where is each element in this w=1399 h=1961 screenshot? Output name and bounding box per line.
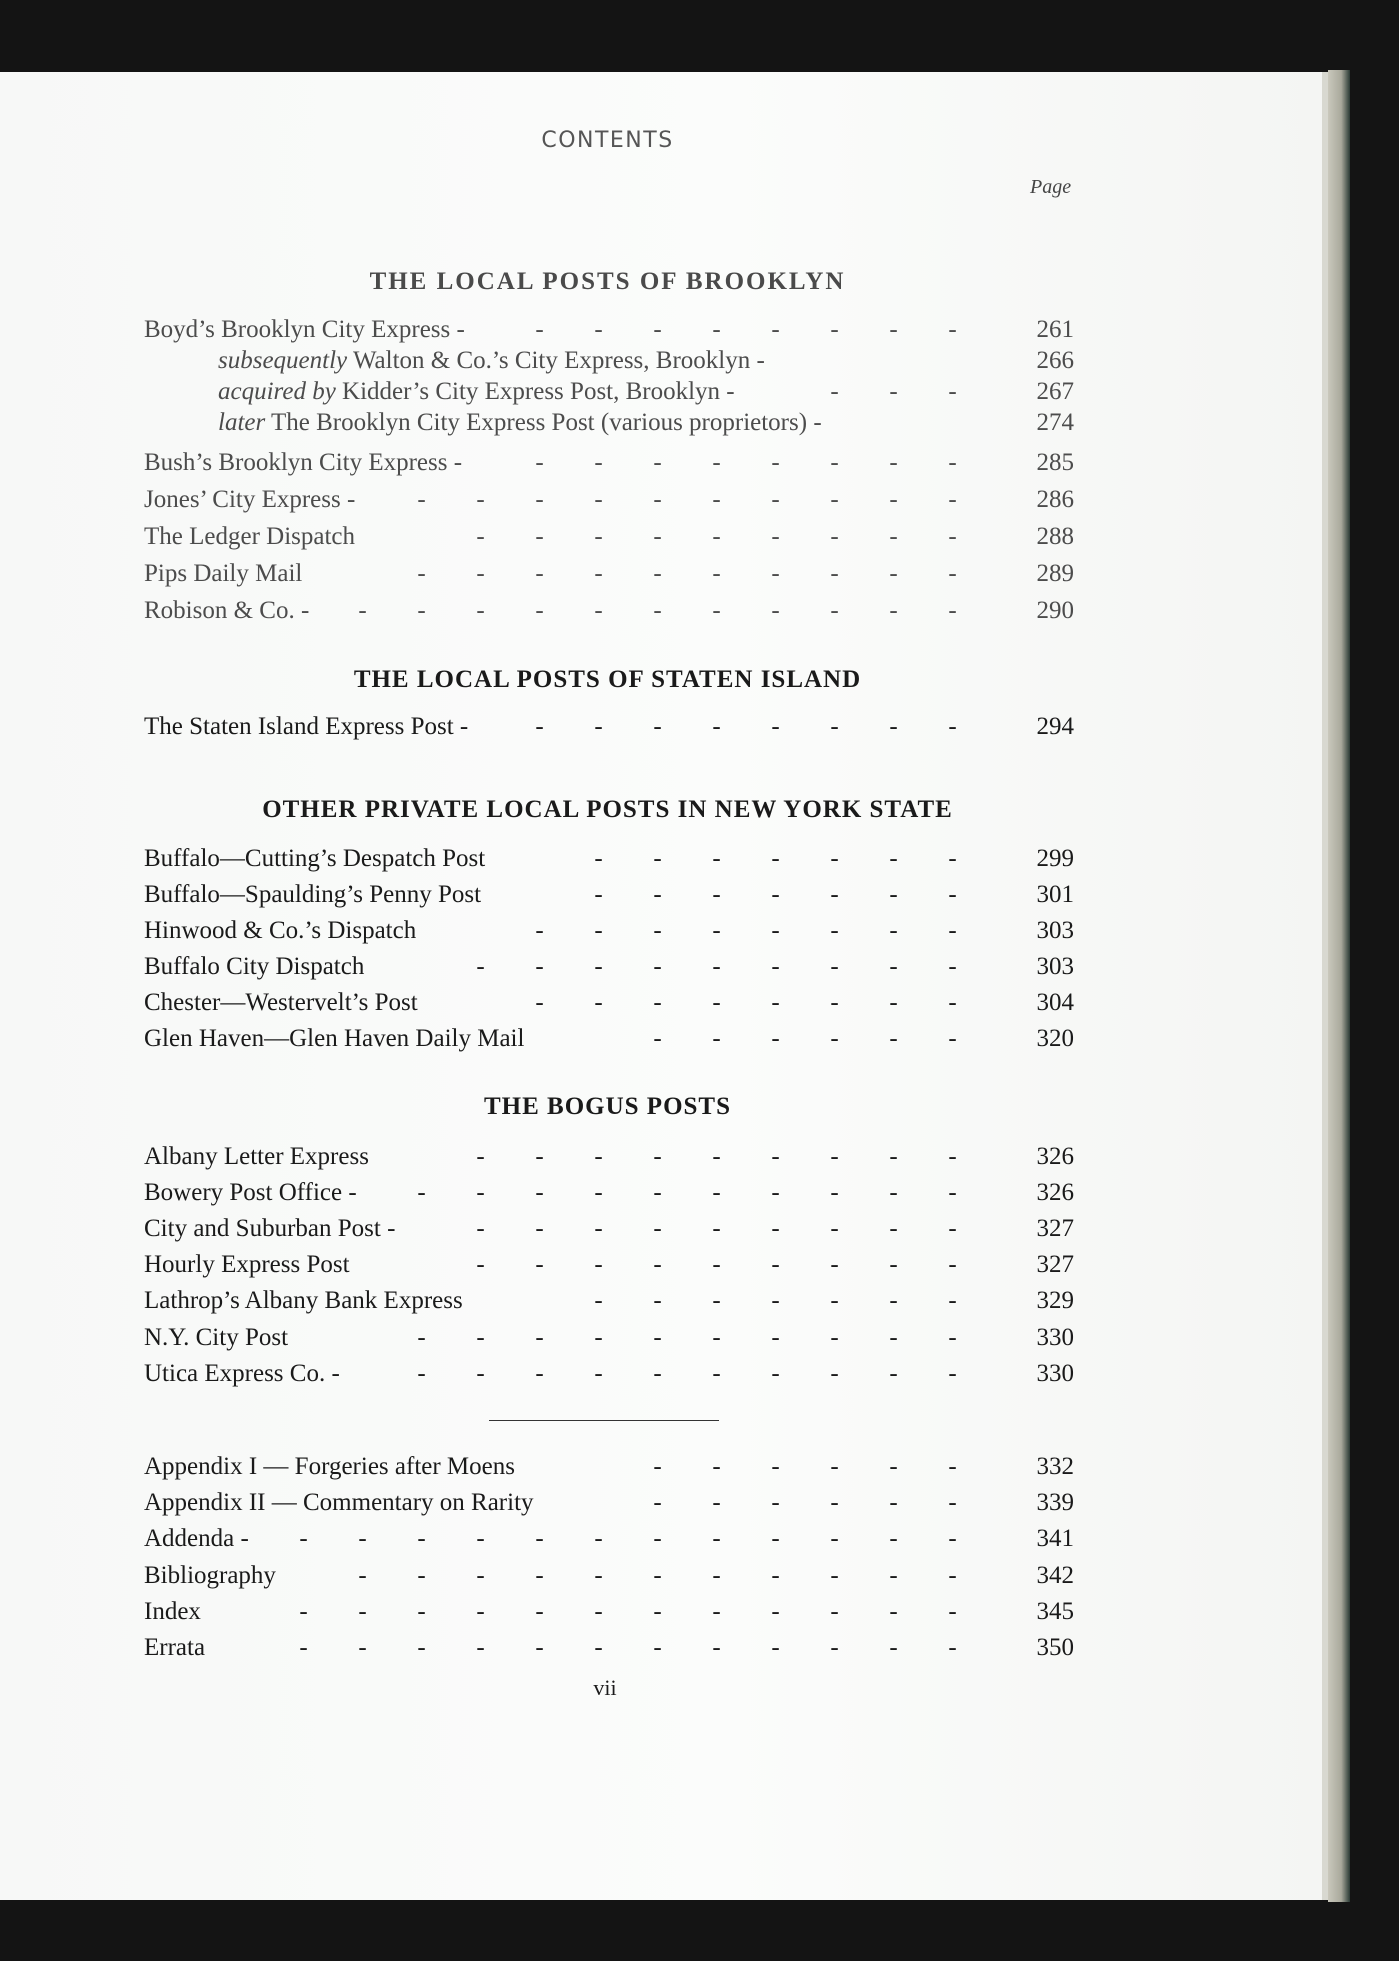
toc-entry-label: Bush’s Brooklyn City Express - (144, 449, 463, 476)
toc-entry-label: Appendix II — Commentary on Rarity (144, 1489, 534, 1516)
toc-entry-title (144, 1560, 276, 1592)
dot-leader: - - - - - - - - - (476, 1251, 957, 1278)
toc-entry (144, 879, 1074, 911)
dot-leader: - - - - - - (653, 1025, 957, 1052)
toc-entry (144, 987, 1074, 1019)
toc-entry (144, 1322, 1074, 1354)
toc-entry (144, 1560, 1074, 1592)
toc-entry-title (144, 915, 416, 947)
dot-leader: - - - - - - - - - (476, 1143, 957, 1170)
toc-entry-title (144, 1213, 395, 1245)
toc-page-number: 339 (1036, 1489, 1074, 1516)
section-heading-bogus-posts: THE BOGUS POSTS (483, 1093, 732, 1120)
dot-leader: - - - - - - (653, 1489, 957, 1516)
toc-entry (144, 1177, 1074, 1209)
section-divider (489, 1420, 719, 1421)
toc-entry (144, 1249, 1074, 1281)
dot-leader: - - - - - - - - (535, 989, 957, 1016)
dot-leader: - - - - - - - - (535, 713, 957, 740)
toc-page-number: 332 (1036, 1453, 1074, 1480)
toc-page-number: 286 (1036, 486, 1074, 513)
toc-page-number: 345 (1036, 1598, 1074, 1625)
dot-leader: - - - - - - - - - - - - (299, 1525, 957, 1552)
dot-leader: - - - - - - - - - - (417, 1324, 957, 1351)
page-column-heading: Page (1030, 176, 1072, 198)
toc-page-number: 290 (1036, 597, 1074, 624)
toc-entry-label: Albany Letter Express (144, 1143, 369, 1170)
toc-entry-title (144, 521, 355, 553)
dot-leader: - - - - - - - - - (476, 1215, 957, 1242)
section-heading-new-york-state: OTHER PRIVATE LOCAL POSTS IN NEW YORK STATE (262, 796, 953, 823)
toc-entry-title (144, 1487, 534, 1519)
toc-entry-title (144, 1632, 205, 1664)
toc-entry-label: Walton & Co.’s City Express, Brooklyn - (347, 347, 765, 374)
toc-entry (218, 345, 1074, 377)
dot-leader: - - - (830, 378, 957, 405)
toc-page-number: 327 (1036, 1251, 1074, 1278)
toc-page-number: 274 (1036, 409, 1074, 436)
dot-leader: - - - - - - - - - - (417, 1179, 957, 1206)
toc-entry (144, 1632, 1074, 1664)
dot-leader: - - - - - - (653, 1453, 957, 1480)
toc-entry-label: Boyd’s Brooklyn City Express - (144, 316, 465, 343)
dot-leader: - - - - - - - - (535, 449, 957, 476)
dot-leader: - - - - - - - - (535, 917, 957, 944)
toc-page-number: 266 (1036, 347, 1074, 374)
dot-leader: - - - - - - - - - - (417, 1360, 957, 1387)
toc-page-number: 341 (1036, 1525, 1074, 1552)
toc-entry-title (218, 345, 765, 377)
toc-page-number: 303 (1036, 953, 1074, 980)
toc-entry-title (144, 1596, 201, 1628)
toc-entry-label: Bibliography (144, 1562, 276, 1589)
dot-leader: - - - - - - - - - - - (358, 597, 957, 624)
dot-leader: - - - - - - - - - - - - (299, 1598, 957, 1625)
toc-entry-label: Chester—Westervelt’s Post (144, 989, 418, 1016)
dot-leader: - - - - - - - (594, 881, 957, 908)
toc-entry-title (144, 447, 462, 479)
toc-entry-title (144, 595, 309, 627)
toc-entry-label: Kidder’s City Express Post, Brooklyn - (335, 378, 735, 405)
dot-leader: - - - - - - - - - - (417, 486, 957, 513)
toc-entry-prefix: acquired by (218, 378, 336, 405)
toc-entry-label: Bowery Post Office - (144, 1179, 357, 1206)
toc-entry-label: Index (144, 1598, 201, 1625)
toc-entry-label: Lathrop’s Albany Bank Express (144, 1287, 463, 1314)
toc-entry-label: Addenda - (144, 1525, 249, 1552)
toc-entry (218, 376, 1074, 408)
toc-entry-prefix: later (218, 409, 266, 436)
toc-entry (144, 484, 1074, 516)
toc-entry-title (144, 951, 364, 983)
toc-entry-title (144, 879, 481, 911)
toc-entry (144, 1596, 1074, 1628)
toc-entry-title (144, 314, 465, 346)
dot-leader: - - - - - - - - - - - (358, 1562, 957, 1589)
toc-entry (144, 1358, 1074, 1390)
toc-page-number: 342 (1036, 1562, 1074, 1589)
book-edge (1328, 70, 1350, 1902)
toc-page-number: 288 (1036, 523, 1074, 550)
toc-entry (144, 915, 1074, 947)
toc-entry-label: Buffalo—Cutting’s Despatch Post (144, 845, 486, 872)
toc-page-number: 299 (1036, 845, 1074, 872)
toc-page-number: 327 (1036, 1215, 1074, 1242)
toc-entry (144, 711, 1074, 743)
toc-entry-title (144, 711, 468, 743)
toc-entry-label: Buffalo—Spaulding’s Penny Post (144, 881, 482, 908)
toc-entry-title (144, 484, 355, 516)
toc-entry-label: City and Suburban Post - (144, 1215, 396, 1242)
toc-page-number: 289 (1036, 560, 1074, 587)
dot-leader: - - - - - - - (594, 1287, 957, 1314)
page-folio: vii (593, 1675, 617, 1700)
toc-entry-title (144, 987, 418, 1019)
toc-entry-label: N.Y. City Post (144, 1324, 289, 1351)
toc-entry-label: Robison & Co. - (144, 597, 310, 624)
toc-entry-label: The Brooklyn City Express Post (various proprietors) - (265, 409, 822, 436)
toc-entry-title (144, 1322, 288, 1354)
toc-entry (144, 595, 1074, 627)
toc-entry (144, 1487, 1074, 1519)
toc-entry (144, 314, 1074, 346)
toc-entry-label: The Ledger Dispatch (144, 523, 356, 550)
toc-entry-title (218, 376, 735, 408)
toc-page-number: 330 (1036, 1324, 1074, 1351)
toc-entry (144, 447, 1074, 479)
toc-entry-title (144, 1523, 249, 1555)
toc-entry (144, 521, 1074, 553)
toc-entry-label: Buffalo City Dispatch (144, 953, 365, 980)
toc-page-number: 326 (1036, 1143, 1074, 1170)
toc-entry-label: Utica Express Co. - (144, 1360, 340, 1387)
toc-page-number: 326 (1036, 1179, 1074, 1206)
toc-entry-title (144, 1023, 524, 1055)
toc-entry-title (144, 1141, 369, 1173)
toc-entry (144, 1141, 1074, 1173)
toc-page-number: 294 (1036, 713, 1074, 740)
toc-entry-label: The Staten Island Express Post - (144, 713, 469, 740)
toc-page-number: 303 (1036, 917, 1074, 944)
toc-entry-title (144, 1177, 357, 1209)
toc-entry (144, 843, 1074, 875)
toc-entry (144, 1523, 1074, 1555)
dot-leader: - - - - - - - - - (476, 953, 957, 980)
toc-entry-label: Hinwood & Co.’s Dispatch (144, 917, 417, 944)
toc-entry (144, 1023, 1074, 1055)
toc-entry-title (144, 1249, 350, 1281)
toc-entry (144, 951, 1074, 983)
toc-entry-title (218, 407, 822, 439)
toc-page-number: 329 (1036, 1287, 1074, 1314)
toc-entry (144, 558, 1074, 590)
dot-leader: - - - - - - - (594, 845, 957, 872)
toc-page-number: 267 (1036, 378, 1074, 405)
toc-entry-title (144, 558, 302, 590)
toc-entry (144, 1213, 1074, 1245)
dot-leader: - - - - - - - - (535, 316, 957, 343)
contents-heading: CONTENTS (541, 128, 674, 153)
toc-entry-prefix: subsequently (218, 347, 348, 374)
toc-entry (144, 1285, 1074, 1317)
toc-page-number: 330 (1036, 1360, 1074, 1387)
toc-entry-title (144, 1358, 340, 1390)
toc-entry-title (144, 1451, 515, 1483)
toc-page-number: 301 (1036, 881, 1074, 908)
dot-leader: - - - - - - - - - - (417, 560, 957, 587)
dot-leader: - - - - - - - - - (476, 523, 957, 550)
section-heading-brooklyn: THE LOCAL POSTS OF BROOKLYN (369, 268, 846, 295)
toc-page-number: 285 (1036, 449, 1074, 476)
toc-entry-label: Errata (144, 1634, 206, 1661)
toc-page-number: 261 (1036, 316, 1074, 343)
toc-entry-label: Hourly Express Post (144, 1251, 350, 1278)
dot-leader: - - - - - - - - - - - - (299, 1634, 957, 1661)
section-heading-staten-island: THE LOCAL POSTS OF STATEN ISLAND (353, 666, 862, 693)
toc-entry-title (144, 843, 485, 875)
toc-page-number: 320 (1036, 1025, 1074, 1052)
toc-page-number: 350 (1036, 1634, 1074, 1661)
toc-entry (218, 407, 1074, 439)
toc-entry (144, 1451, 1074, 1483)
toc-entry-label: Pips Daily Mail (144, 560, 303, 587)
toc-entry-label: Appendix I — Forgeries after Moens (144, 1453, 515, 1480)
toc-page-number: 304 (1036, 989, 1074, 1016)
toc-entry-label: Glen Haven—Glen Haven Daily Mail (144, 1025, 525, 1052)
toc-entry-label: Jones’ City Express - (144, 486, 356, 513)
toc-entry-title (144, 1285, 463, 1317)
